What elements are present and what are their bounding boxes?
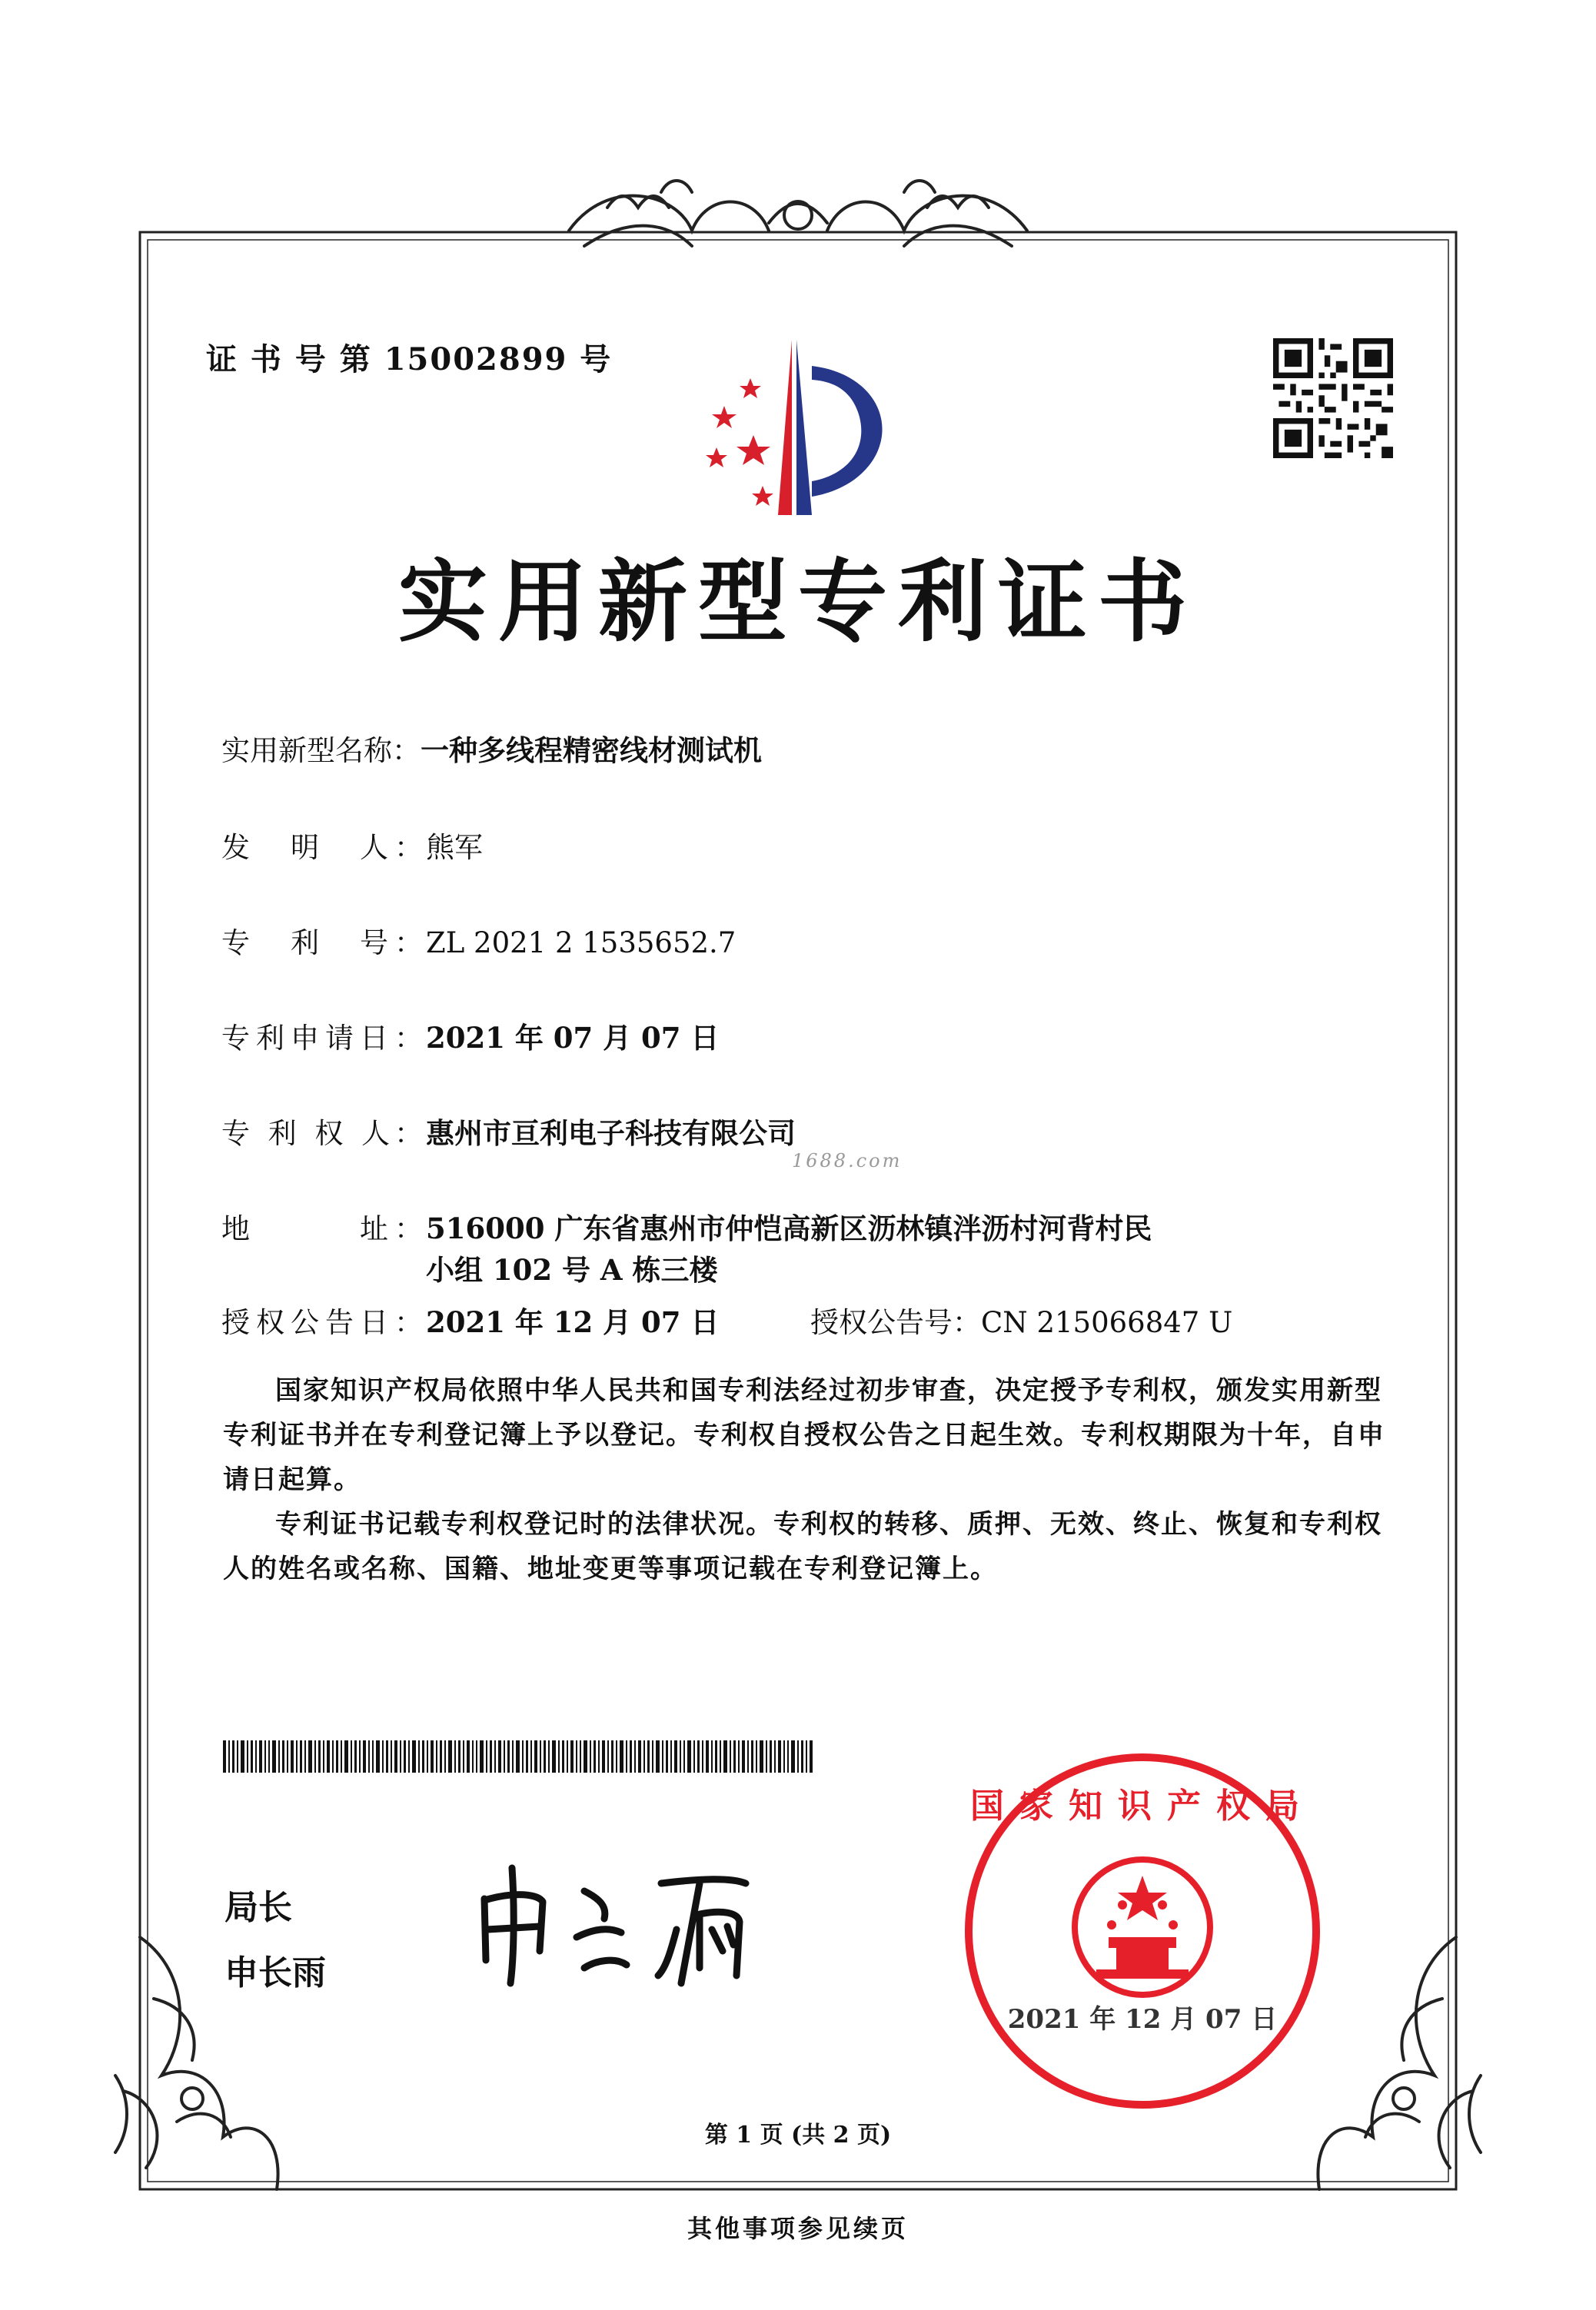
grant-date-label: 授权公告日： [221,1306,426,1339]
continuation-note: 其他事项参见续页 [687,2214,909,2243]
national-emblem-icon [1075,1860,1210,1995]
seal-date: 2021 年 12 月 07 日 [1007,2004,1278,2035]
director-title: 局长 [224,1888,292,1927]
utility-model-name-label: 实用新型名称： [221,734,421,767]
address-line-1: 516000 广东省惠州市仲恺高新区沥林镇泮沥村河背村民 [426,1212,1152,1245]
patent-number-row [221,919,736,961]
logo-red-sail [778,340,792,515]
grant-number-row [810,1299,1232,1341]
watermark: 1688.com [792,1150,903,1172]
inventor-value: 熊军 [426,831,483,864]
grant-number-value: CN 215066847 U [981,1306,1233,1339]
inventor-row [221,824,483,866]
utility-model-name-value: 一种多线程精密线材测试机 [421,733,762,767]
seal-text: 国家知识产权局 [970,1787,1315,1826]
qr-code [1273,338,1393,458]
filing-date-value: 2021 年 07 月 07 日 [426,1021,720,1055]
official-seal [958,1747,1327,2116]
legal-status-paragraph: 专利证书记载专利权登记时的法律状况。专利权的转移、质押、无效、终止、恢复和专利权人的姓名或名称、国籍、地址变更等事项记载在专利登记簿上。 [223,1509,1382,1584]
inventor-label: 发 明 人： [221,831,426,864]
address-value [426,1205,1152,1288]
filing-date-label: 专利申请日： [221,1022,426,1055]
address-line-2: 小组 102 号 A 栋三楼 [426,1253,718,1287]
patent-number-label: 专 利 号： [221,926,426,959]
certificate-title: 实用新型专利证书 [398,550,1198,654]
utility-model-name-row [221,727,762,769]
grant-date-row [221,1299,719,1341]
grant-number-label: 授权公告号： [810,1306,981,1339]
barcode [223,1740,815,1773]
address-label: 地 址： [221,1212,426,1245]
address-row [221,1205,1152,1288]
director-name: 申长雨 [224,1953,326,1993]
director-signature [469,1853,823,1991]
patent-office-logo [677,335,923,517]
page-number: 第 1 页 (共 2 页) [704,2122,892,2149]
patentee-row [221,1110,796,1152]
patent-number-value: ZL 2021 2 1535652.7 [426,926,736,959]
top-ornament [569,181,1027,246]
certificate-number: 证 书 号 第 15002899 号 [206,341,613,377]
logo-blue-sail [796,340,812,515]
patentee-label: 专 利 权 人： [221,1117,426,1150]
grant-date-value: 2021 年 12 月 07 日 [426,1305,720,1339]
grant-statement-paragraph: 国家知识产权局依照中华人民共和国专利法经过初步审查，决定授予专利权，颁发实用新型专利证书并在专利登记簿上予以登记。专利权自授权公告之日起生效。专利权期限为十年，自申请日起算。 [223,1375,1385,1495]
patentee-value: 惠州市亘利电子科技有限公司 [426,1116,796,1150]
logo-blue-arc [812,366,883,497]
filing-date-row [221,1015,719,1056]
star-icons [706,378,773,506]
